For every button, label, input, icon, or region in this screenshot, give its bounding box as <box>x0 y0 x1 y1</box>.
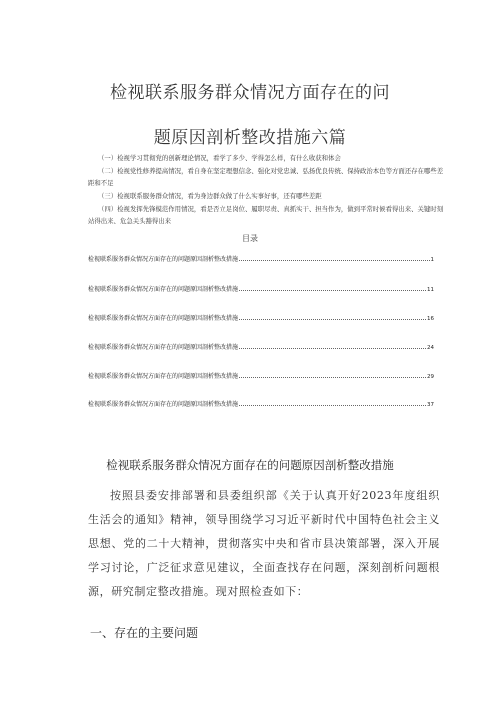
toc-entry-page: 29 <box>427 374 434 380</box>
body-paragraph: 按照县委安排部署和县委组织部《关于认真开好2023年度组织生活会的通知》精神，领导围绕学习习近平新时代中国特色社会主义思想、党的二十大精神，贯彻落实中央和省市县决策部署，深入开展学习讨论，广泛征求意见建议，全面查找存在问题，深刻剖析问题根源，研究制定整改措施。现对照检查如下： <box>88 489 440 598</box>
toc-leader-dots <box>239 377 426 378</box>
toc-entry-text: 检视联系服务群众情况方面存在的问题原因剖析整改措施 <box>88 373 239 380</box>
document-title-line-2: 题原因剖析整改措施六篇 <box>153 128 347 148</box>
intro-item-1: （一）检视学习贯彻党的创新理论情况，看学了多少、学得怎么样，有什么收获和体会 <box>98 154 341 162</box>
toc-entry-3[interactable] <box>88 312 434 322</box>
section-title: 检视联系服务群众情况方面存在的问题原因剖析整改措施 <box>106 458 394 472</box>
toc-entry-2[interactable] <box>88 283 434 293</box>
document-title-line-1: 检视联系服务群众情况方面存在的问 <box>110 83 390 103</box>
toc-entry-page: 16 <box>427 316 434 322</box>
toc-leader-dots <box>239 405 426 406</box>
toc-leader-dots <box>239 290 426 291</box>
toc-entry-5[interactable] <box>88 370 434 380</box>
toc-entry-page: 24 <box>427 345 434 351</box>
toc-entry-text: 检视联系服务群众情况方面存在的问题原因剖析整改措施 <box>88 315 239 322</box>
toc-entry-page: 1 <box>430 257 434 263</box>
toc-leader-dots <box>239 348 426 349</box>
toc-entry-text: 检视联系服务群众情况方面存在的问题原因剖析整改措施 <box>88 401 239 408</box>
intro-item-2: （二）检视党性修养提高情况，看自身在坚定理想信念、强化对党忠诚、弘扬优良传统、保持政治本色等方面还存在哪些差距和不足 <box>88 167 444 188</box>
toc-entry-text: 检视联系服务群众情况方面存在的问题原因剖析整改措施 <box>88 286 239 293</box>
toc-entry-text: 检视联系服务群众情况方面存在的问题原因剖析整改措施 <box>88 256 239 263</box>
intro-item-3: （三）检视联系服务群众情况，看为身边群众做了什么实事好事，还有哪些差距 <box>98 192 322 200</box>
toc-entry-4[interactable] <box>88 341 434 351</box>
intro-item-4: （四）检视发挥先锋模范作用情况，看是否立足岗位、履职尽责、真抓实干、担当作为，做到平常时候看得出来、关键时刻站得出来、危急关头豁得出来 <box>88 205 444 226</box>
heading-existing-problems: 一、存在的主要问题 <box>90 626 199 640</box>
toc-entry-text: 检视联系服务群众情况方面存在的问题原因剖析整改措施 <box>88 344 239 351</box>
toc-title: 目录 <box>242 234 258 243</box>
toc-entry-1[interactable] <box>88 253 434 263</box>
toc-leader-dots <box>239 260 429 261</box>
toc-leader-dots <box>239 319 426 320</box>
toc-entry-page: 11 <box>427 287 434 293</box>
toc-entry-6[interactable] <box>88 398 434 408</box>
toc-entry-page: 37 <box>427 402 434 408</box>
